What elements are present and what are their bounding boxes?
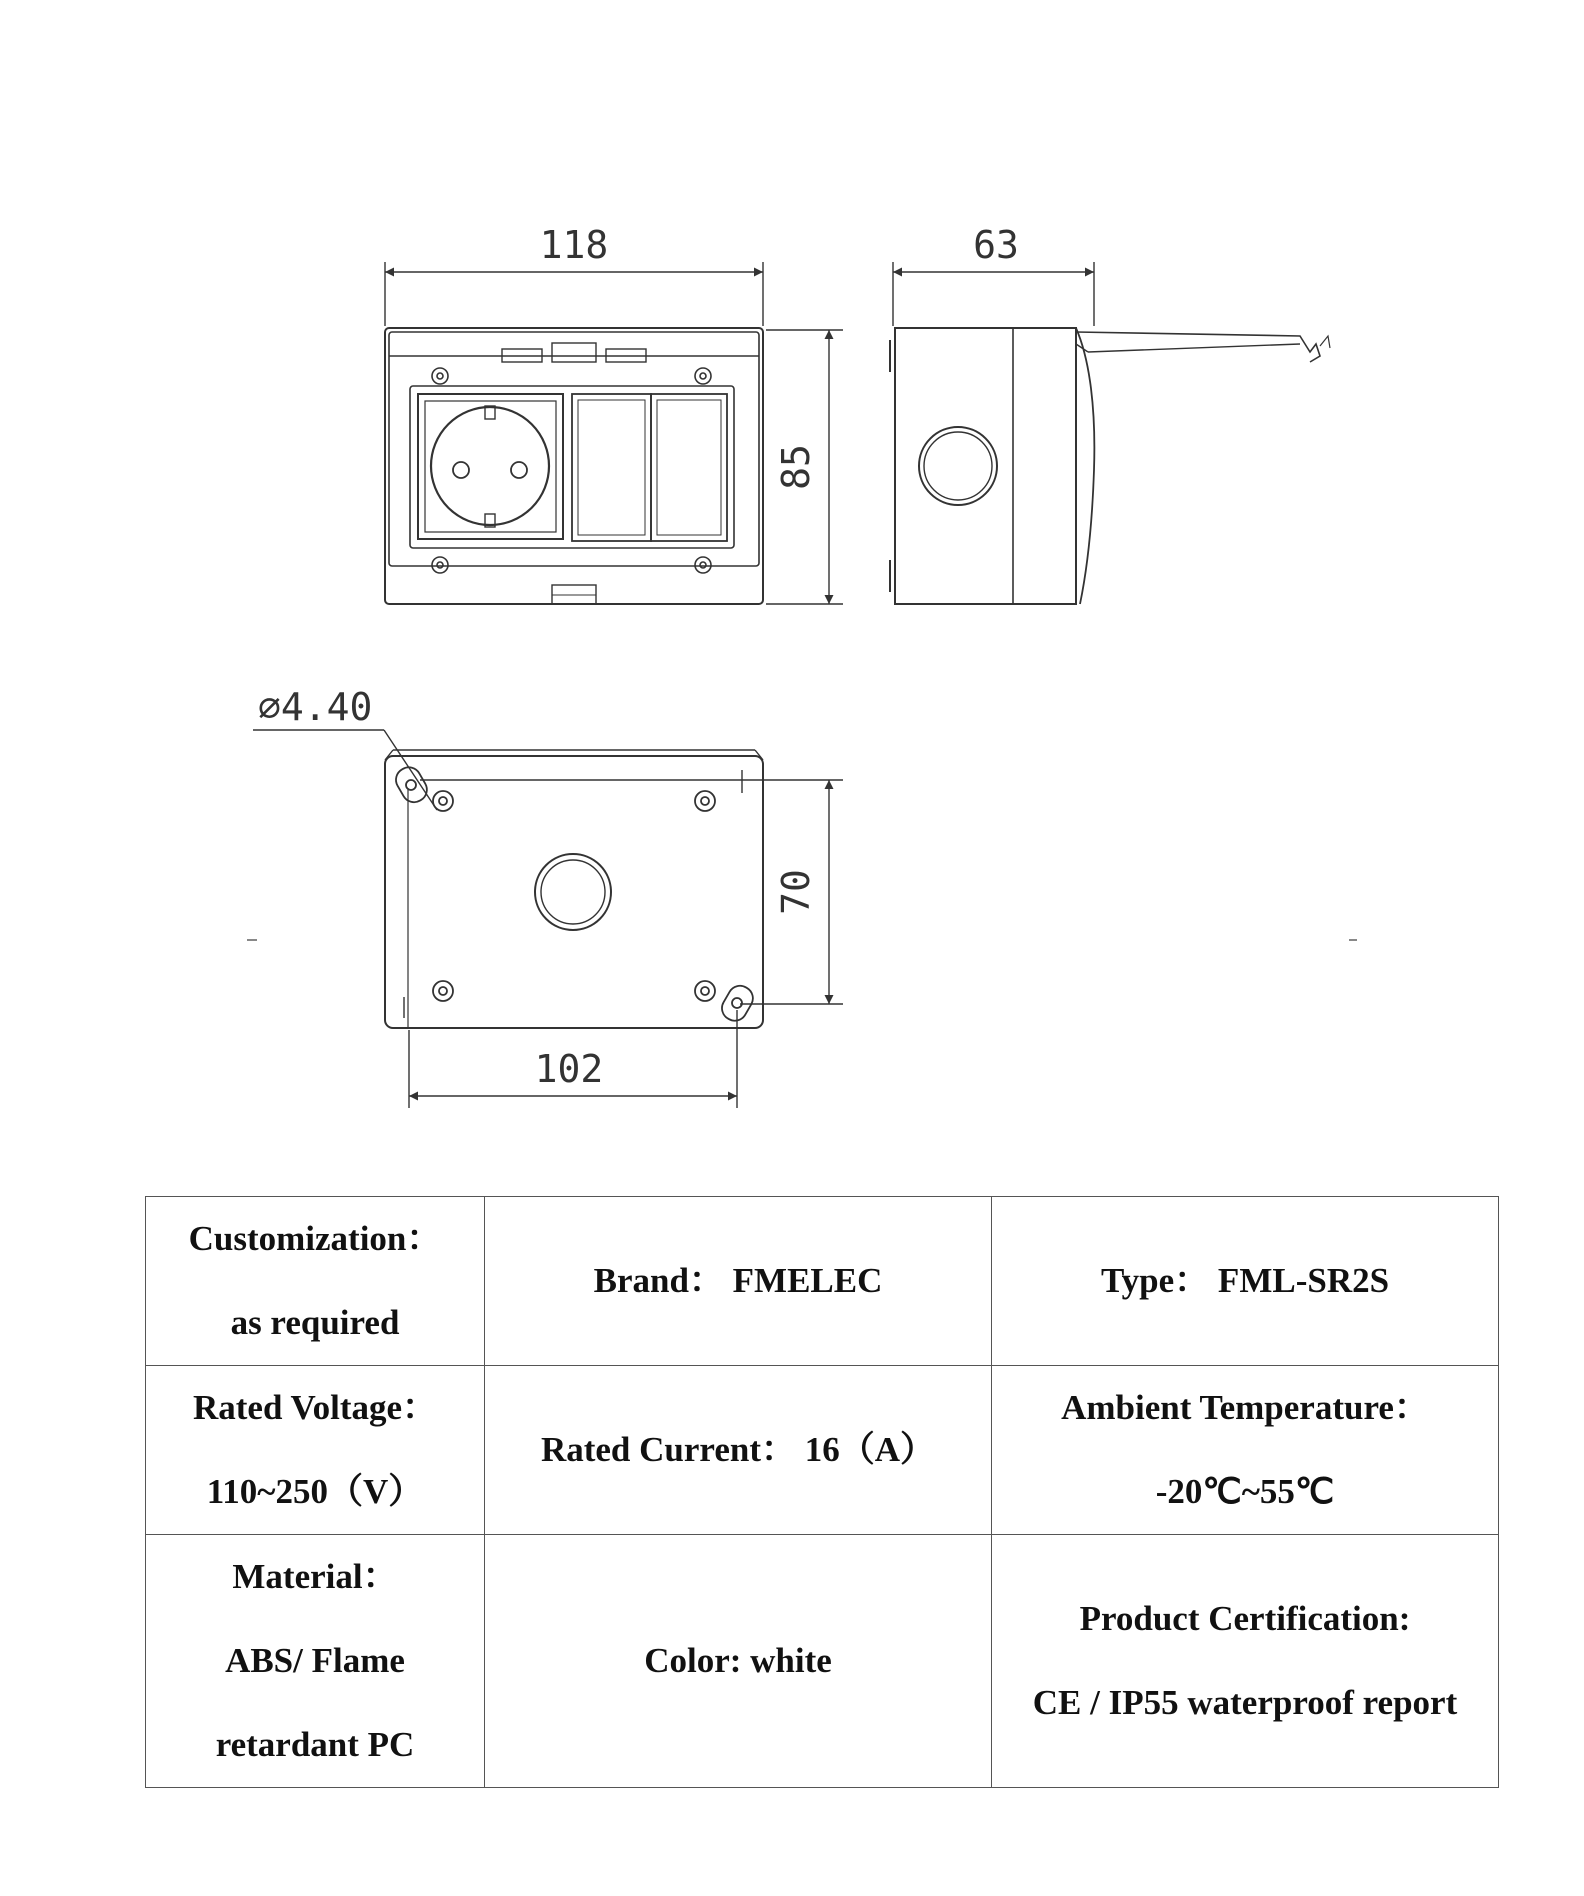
front-lid — [389, 332, 759, 566]
spec-table — [145, 1196, 1499, 1788]
brand-text: Brand： FMELEC — [593, 1261, 883, 1300]
knockout-hole — [535, 854, 611, 930]
table-row — [146, 1535, 1499, 1788]
cable-gland — [919, 427, 997, 505]
dim-63 — [893, 262, 1094, 326]
spec-cell-temperature — [992, 1366, 1499, 1535]
socket-pin-hole — [511, 462, 527, 478]
spec-cell-type — [992, 1197, 1499, 1366]
temperature-label: Ambient Temperature： — [1061, 1388, 1429, 1427]
voltage-label: Rated Voltage： — [192, 1388, 438, 1427]
customization-label: Customization： — [188, 1219, 442, 1258]
dim-label-diameter: ∅4.40 — [258, 685, 373, 729]
type-text: Type： FML-SR2S — [1100, 1261, 1390, 1300]
spec-cell-certification — [992, 1535, 1499, 1788]
spec-cell-color — [485, 1535, 992, 1788]
certification-label: Product Certification: — [1079, 1599, 1411, 1638]
table-row — [146, 1197, 1499, 1366]
front-view — [385, 328, 763, 604]
current-text: Rated Current： 16（A） — [540, 1430, 936, 1469]
temperature-value: -20℃~55℃ — [1155, 1472, 1335, 1511]
spec-cell-voltage — [146, 1366, 485, 1535]
switch-left — [572, 394, 651, 541]
spec-cell-current — [485, 1366, 992, 1535]
customization-value: as required — [230, 1303, 400, 1342]
side-view — [890, 328, 1330, 604]
screw-boss — [433, 791, 715, 1001]
color-text: Color: white — [644, 1641, 832, 1680]
dim-label-102: 102 — [534, 1047, 604, 1091]
socket-outline — [418, 394, 563, 539]
hinge — [552, 343, 596, 362]
dim-label-118: 118 — [539, 223, 609, 267]
voltage-value: 110~250（V） — [206, 1472, 424, 1511]
dim-label-70: 70 — [774, 869, 818, 915]
material-value-line2: retardant PC — [215, 1725, 415, 1764]
material-label: Material： — [232, 1557, 398, 1596]
certification-value: CE / IP55 waterproof report — [1032, 1683, 1458, 1722]
dim-diameter-leader — [253, 730, 437, 810]
spec-cell-customization — [146, 1197, 485, 1366]
spec-cell-material — [146, 1535, 485, 1788]
back-view — [385, 750, 763, 1028]
material-value-line1: ABS/ Flame — [225, 1641, 405, 1680]
dim-label-63: 63 — [973, 223, 1019, 267]
socket-pin-hole — [453, 462, 469, 478]
dim-118 — [385, 262, 763, 326]
table-row — [146, 1366, 1499, 1535]
switch-right — [651, 394, 727, 541]
socket-face — [431, 407, 549, 525]
spec-cell-brand — [485, 1197, 992, 1366]
dim-label-85: 85 — [774, 444, 818, 490]
